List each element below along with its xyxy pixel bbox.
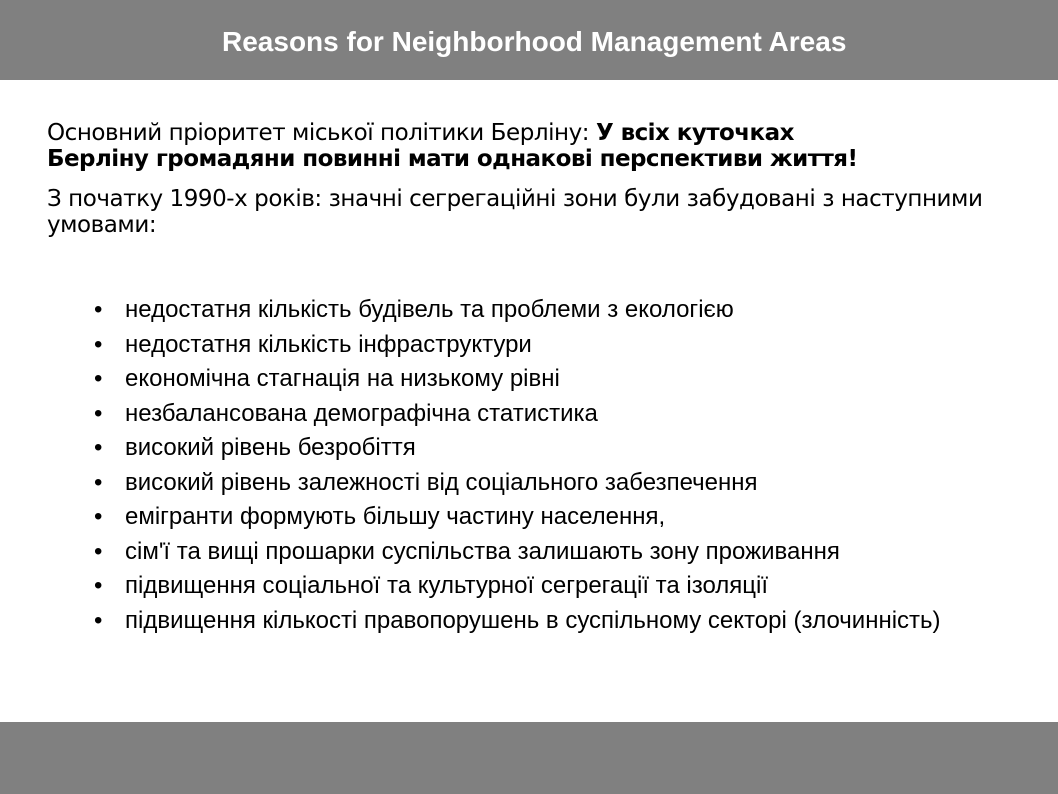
footer-bar <box>0 722 1058 794</box>
list-item <box>94 500 1034 535</box>
list-item <box>94 535 1034 570</box>
bullet-dot: • <box>94 606 103 634</box>
bullet-dot: • <box>94 503 103 530</box>
list-item <box>94 569 1034 604</box>
list-item <box>94 431 1034 466</box>
list-item <box>94 328 1034 363</box>
list-item <box>94 362 1034 397</box>
list-item-text: незбалансована демографічна статистика <box>125 399 598 427</box>
list-item <box>94 397 1034 432</box>
list-item-text: недостатня кількість будівель та проблеми з екологією <box>125 296 734 323</box>
list-item-text: підвищення кількості правопорушень в суспільному секторі (злочинність) <box>125 606 941 634</box>
list-item-text: підвищення соціальної та культурної сегрегації та ізоляції <box>125 572 769 599</box>
bullet-dot: • <box>94 365 103 392</box>
bullet-dot: • <box>94 296 103 323</box>
bullet-dot: • <box>94 434 103 461</box>
list-item-text: емігранти формують більшу частину населення, <box>125 503 666 530</box>
list-item <box>94 466 1034 501</box>
priority-emphasis-line2: Берліну громадяни повинні мати однакові перспективи життя! <box>47 146 858 172</box>
intro-text <box>47 120 1037 238</box>
bullet-dot: • <box>94 537 103 565</box>
list-item-text: високий рівень безробіття <box>125 434 416 461</box>
list-item-text: сім'ї та вищі прошарки суспільства залишають зону проживання <box>125 537 840 565</box>
since-1990s-paragraph: З початку 1990-х років: значні сегрегаційні зони були забудовані з наступними умовами: <box>47 186 983 238</box>
priority-lead: Основний пріоритет міської політики Берліну: <box>47 120 596 146</box>
bullet-dot: • <box>94 399 103 427</box>
priority-paragraph <box>47 120 1037 172</box>
list-item-text: економічна стагнація на низькому рівні <box>125 365 560 392</box>
list-item <box>94 293 1034 328</box>
list-item-text: недостатня кількість інфраструктури <box>125 330 532 358</box>
header-bar <box>0 0 1058 80</box>
conditions-list <box>94 293 1034 638</box>
bullet-dot: • <box>94 330 103 358</box>
bullet-dot: • <box>94 468 103 496</box>
bullet-dot: • <box>94 572 103 599</box>
list-item <box>94 604 1034 639</box>
list-item-text: високий рівень залежності від соціального забезпечення <box>125 468 758 496</box>
priority-emphasis-line1: У всіх куточках <box>595 120 794 146</box>
slide-title: Reasons for Neighborhood Management Areas <box>222 26 847 57</box>
